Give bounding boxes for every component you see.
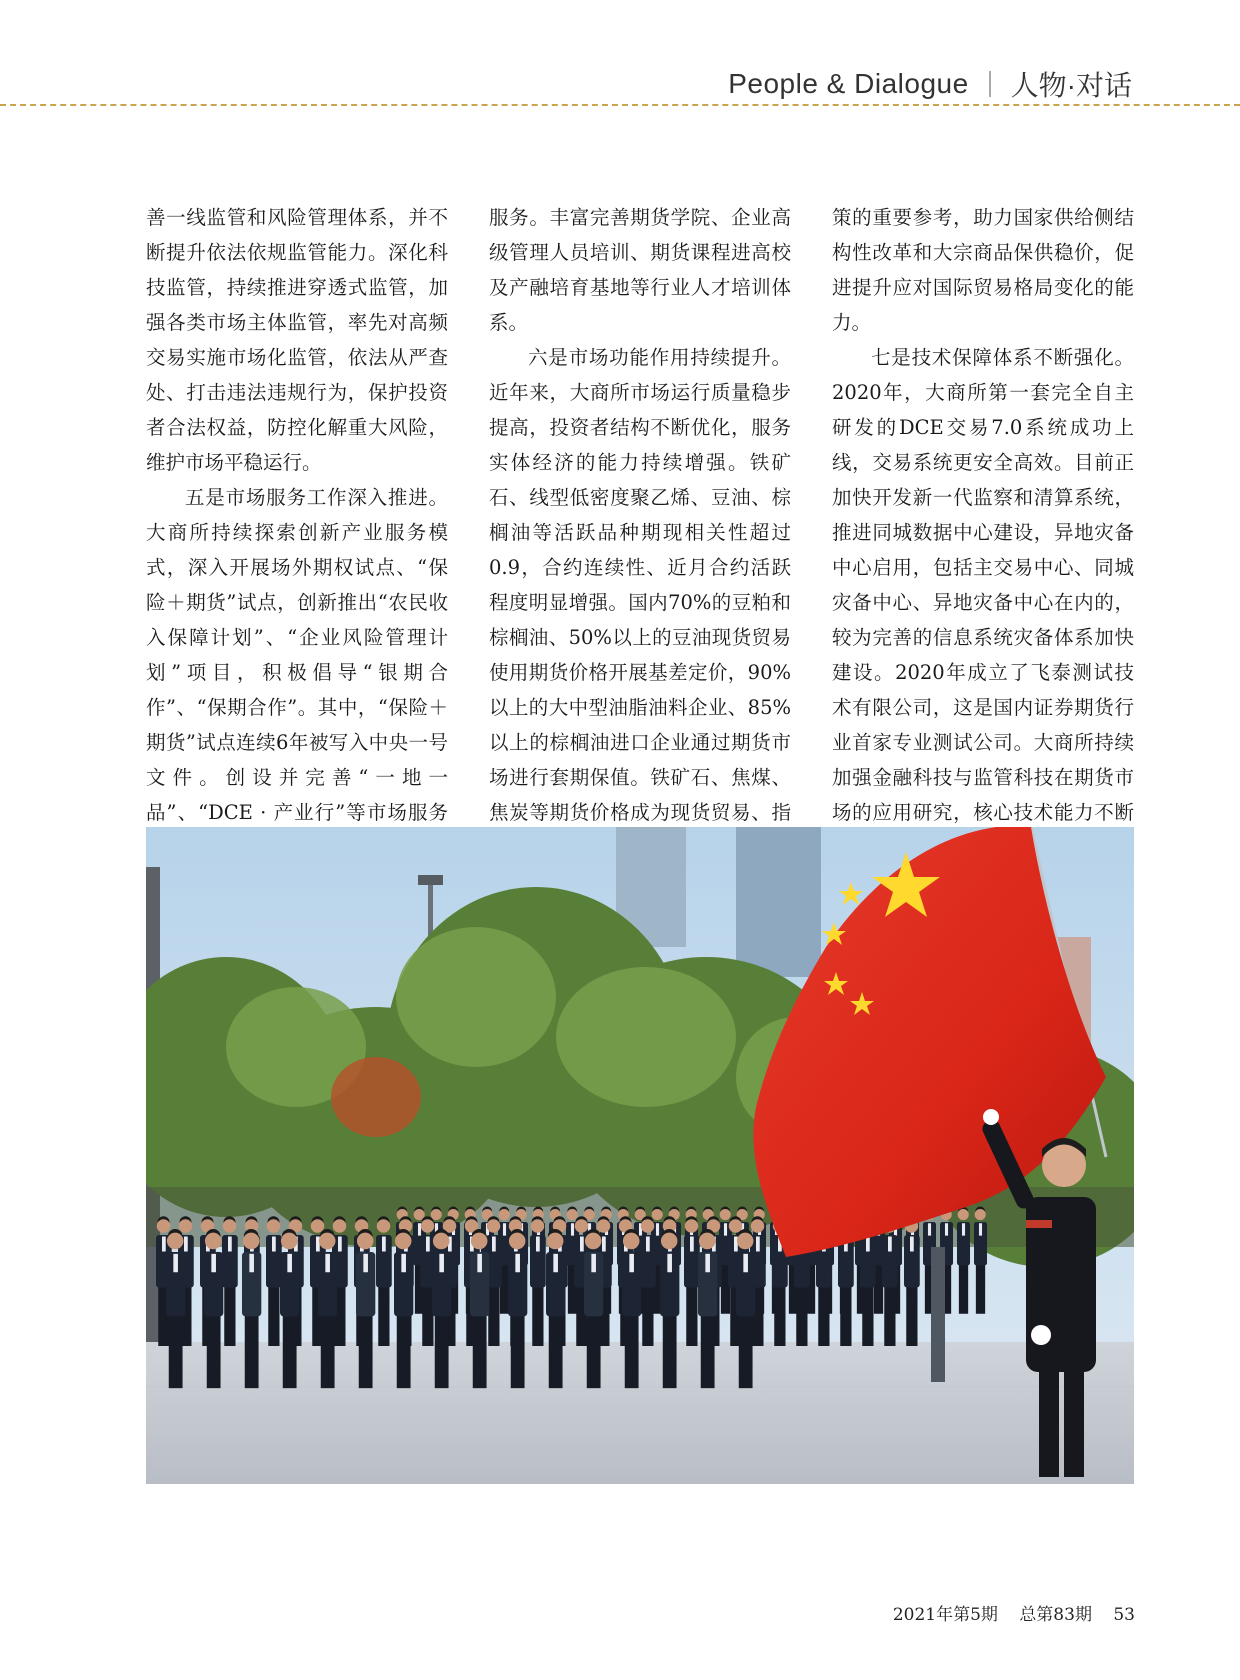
section-title-zh: 人物·对话 [1010,70,1132,101]
person [242,1229,261,1388]
person [546,1229,565,1388]
issue-number: 2021年第5期 [892,1605,998,1625]
page-number: 53 [1113,1605,1135,1625]
person [376,1216,392,1346]
person [974,1207,987,1314]
person [204,1229,223,1388]
flag-raising-ceremony-photo-icon [146,827,1134,1484]
person [318,1229,337,1388]
paragraph: 善一线监管和风险管理体系，并不断提升依法依规监管能力。深化科技监管，持续推进穿透式监管，加强各类市场主体监管，率先对高频交易实施市场化监管，依法从严查处、打击违法违规行为，保护投资者合法权益，防控化解重大风险，维护市场平稳运行。 [146,206,448,474]
person [394,1229,413,1388]
paragraph: 五是市场服务工作深入推进。大商所持续探索创新产业服务模式，深入开展场外期权试点、“保险＋期货”试点，创新推出“农民收入保障计划”、“企业风险管理计划”项目，积极倡导“银期合作”、“保期合作”。其中，“保险＋期货”试点连续6年被写入中央一号文件。创设并完善“一地一品”、“DCE · 产业行”等市场服务 [146,486,448,824]
paragraph: 策的重要参考，助力国家供给侧结构性改革和大宗商品保供稳价，促进提升应对国际贸易格局变化的能力。 [832,206,1134,334]
person [684,1216,700,1346]
total-issue-number: 总第83期 [1019,1605,1092,1625]
paragraph: 六是市场功能作用持续提升。近年来，大商所市场运行质量稳步提高，投资者结构不断优化，服务实体经济的能力持续增强。铁矿石、线型低密度聚乙烯、豆油、棕榈油等活跃品种期现相关性超过0.9，合约连续性、近月合约活跃程度明显增强。国内70%的豆粕和棕榈油、50%以上的豆油现货贸易使用期货价格开展基差定价，90%以上的大中型油脂油料企业、85%以上的棕榈油进口企业通过期货市场进行套期保值。铁矿石、焦煤、焦炭等期货价格成为现货贸易、指 [489,346,791,824]
person [882,1216,898,1346]
person [957,1207,970,1314]
person [508,1229,527,1388]
section-title-en: People & Dialogue [728,68,969,99]
person [470,1229,489,1388]
person [584,1229,603,1388]
flag-raising-photo [146,827,1134,1484]
person [432,1229,451,1388]
person [640,1216,656,1346]
text-column-2 [489,200,791,935]
person [166,1229,185,1388]
header-divider [989,71,991,97]
article-body [146,200,1134,935]
person [280,1229,299,1388]
person [356,1229,375,1388]
person [698,1229,717,1388]
page-footer [879,1600,1135,1625]
person [622,1229,641,1388]
person [266,1216,282,1346]
person [660,1229,679,1388]
paragraph: 七是技术保障体系不断强化。2020年，大商所第一套完全自主研发的DCE交易7.0系统成功上线，交易系统更安全高效。目前正加快开发新一代监察和清算系统，推进同城数据中心建设，异地灾备中心启用，包括主交易中心、同城灾备中心、异地灾备中心在内的，较为完善的信息系统灾备体系加快建设。2020年成立了飞泰测试技术有限公司，这是国内证券期货行业首家专业测试公司。大商所持续加强金融科技与监管科技在期货市场的应用研究，核心技术能力不断 [832,346,1134,824]
person [530,1216,546,1346]
text-column-1 [146,200,448,935]
paragraph: 服务。丰富完善期货学院、企业高级管理人员培训、期货课程进高校及产融培育基地等行业人才培训体系。 [489,206,791,334]
header-dashed-rule [0,104,1240,106]
person [904,1216,920,1346]
person [222,1216,238,1346]
text-column-3 [832,200,1134,935]
person [736,1229,755,1388]
section-header [728,64,1132,104]
